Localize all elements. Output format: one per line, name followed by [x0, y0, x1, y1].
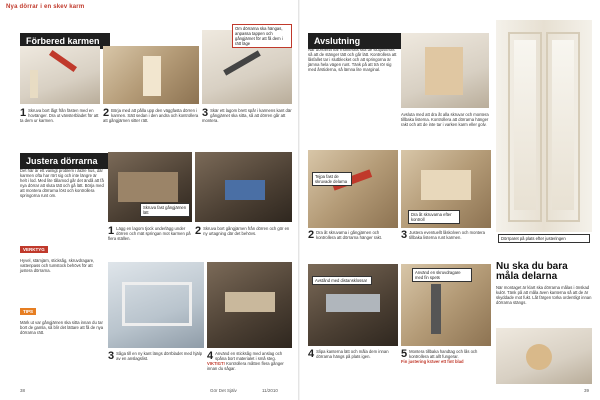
tips-text: Märk ut var gångjärnen ska sitta innan du tar bort de gamla, så blir det lättare att få de nya dörrarna rätt.	[20, 320, 104, 336]
callout-right-mid-photo: Avstånd med distansklossar	[312, 276, 372, 285]
step-number: 3	[202, 107, 209, 119]
step-text: Såga till en ny kant längs dörrbladet med hjälp av en anslagslist.	[116, 351, 203, 361]
prep-step-3	[202, 108, 292, 123]
step-number: 4	[207, 350, 214, 362]
finish-step-2	[308, 230, 398, 240]
finish-step-5	[401, 349, 491, 364]
paint-section	[496, 262, 592, 305]
step-number: 4	[308, 348, 315, 360]
tips-box	[20, 300, 104, 335]
finish-step-3	[401, 230, 491, 240]
paint-title: Nu ska du bara måla delarna	[496, 261, 568, 282]
finish-photo-1	[401, 33, 489, 108]
step-number: 1	[20, 107, 27, 119]
adjust-step-4	[207, 351, 292, 371]
tips-label: TIPS	[20, 308, 36, 315]
section-title-prep: Förbered karmen	[20, 33, 110, 49]
door-photo	[496, 20, 592, 232]
warning-label: VIKTIGT!	[207, 361, 225, 366]
step-text: Montera tillbaka handtag och lås och kontrollera att allt fungerar.	[409, 349, 478, 359]
adjust-step-3	[108, 351, 204, 361]
step-text: Skär ett lagom brett spår i karmens kant där gångjärnet ska sitta, så att dörren går att montera.	[202, 108, 292, 123]
finish-step-4	[308, 349, 398, 359]
magazine-name: Gör Det Själv	[210, 388, 237, 393]
step-text: Använd en sticksåg med anslag och spåna bort materialet i små steg.	[215, 351, 283, 361]
callout-mid-left-photo: Skruva fast gångjärnen lätt	[140, 203, 190, 217]
section-title-finish: Avslutning	[308, 33, 403, 49]
step-number: 1	[108, 225, 115, 237]
callout-right-bottom-photo: Använd en skruvdragare med fin spets	[412, 268, 472, 282]
callout-door-photo: Dörrparet på plats efter justeringen	[498, 234, 590, 243]
tools-text: Hyvel, stämjärn, sticksåg, skruvdragare, vattenpass och tumstock behövs för att justera dörrarna.	[20, 258, 95, 274]
callout-top-photo: Om dörrarna ska hängas, anpassa tappen och gångjärnet för att få dem i rätt läge	[232, 24, 292, 48]
tools-box	[20, 238, 104, 273]
step-number: 3	[401, 229, 408, 241]
page-kicker: Nya dörrar i en skev karm	[6, 4, 85, 10]
paint-photo	[496, 328, 592, 384]
step-text: Börja med att pålla upp den väggfasta dörren i karmen. Sätt sedan i den andra och kontrollera att gångjärnen sitter rätt.	[103, 108, 199, 123]
right-page	[300, 0, 600, 400]
finish-callout-note: Fin justering kräver ett fint blad	[401, 359, 464, 364]
step-text: Justera eventuellt låskolven och montera tillbaka listerna runt karmen.	[409, 230, 486, 240]
adjust-photo-4	[207, 262, 292, 348]
issue-number: 11/2010	[262, 388, 278, 393]
step-text: Slipa kanterna lätt och måla dem innan dörrarna hängs på plats igen.	[316, 349, 389, 359]
adjust-intro: Det här är ett vanligt problem i äldre hus, där karmen ofta har rört sig och inte längre är helt i lod. Med lite tålamod går det ändå att få nya dörrar att sluta tätt och gå lätt. Börja med att montera dörrarna löst och kontrollera springorna runt om.	[20, 168, 104, 199]
prep-step-1	[20, 108, 100, 123]
step-text: Lägg en lagom tjock underlägg under dörren och mät springan mot karmen på flera ställen.	[108, 226, 191, 241]
prep-photo-1	[20, 46, 100, 104]
adjust-step-2	[195, 226, 292, 236]
callout-right-top-photo: Tejpa fast de skruvade delarna	[312, 172, 352, 186]
step-text: Dra åt skruvarna i gångjärnen och kontrollera att dörrarna hänger rakt.	[316, 230, 382, 240]
adjust-photo-2	[195, 152, 292, 222]
step-number: 5	[401, 348, 408, 360]
step-number: 2	[103, 107, 110, 119]
step-text: Skruva bort gångjärnen från dörren och gör en ny urtagning där det behövs.	[203, 226, 290, 236]
page-number-right: 39	[584, 388, 590, 393]
prep-photo-2	[103, 46, 199, 104]
paint-text: När montaget är klart ska dörrarna målas i önskad kulör. Tänk på att måla även kanterna så att de är skyddade mot fukt. Låt färgen torka ordentligt innan dörrarna stängs.	[496, 285, 592, 306]
finish-col2: Avsluta med att dra åt alla skruvar och montera tillbaka listerna. Kontrollera att dörrarna hänger rakt och att de inte tar i varken karm eller golv.	[401, 112, 489, 128]
finish-photo-2	[308, 150, 398, 228]
prep-step-2	[103, 108, 199, 123]
adjust-photo-3	[108, 262, 204, 348]
finish-intro: När dörrarna har monterats ska de slutjusteras så att de stänger tätt och går lätt. Kontrollera att låsfallet tar i slutblecket och att springorna är jämna hela vägen runt. Tänk på att trä rör sig med årstiderna, så lämna lite marginal.	[308, 47, 397, 73]
tools-label: VERKTYG	[20, 246, 48, 253]
callout-right-mid-photo2: Dra åt skruvarna efter kontroll	[408, 210, 460, 224]
step-text: Skruva bort lågt från fästen med en hovtänger. Dra ut vänsterbladet för att ta dem ur karmen.	[20, 108, 99, 123]
step-number: 2	[308, 229, 315, 241]
section-title-adjust: Justera dörrarna	[20, 153, 110, 169]
page-number-left: 38	[20, 388, 26, 393]
warning-text: Kontrollera måtten flera gånger innan du sågar.	[207, 361, 284, 371]
adjust-step-1	[108, 226, 192, 241]
step-number: 3	[108, 350, 115, 362]
step-number: 2	[195, 225, 202, 237]
